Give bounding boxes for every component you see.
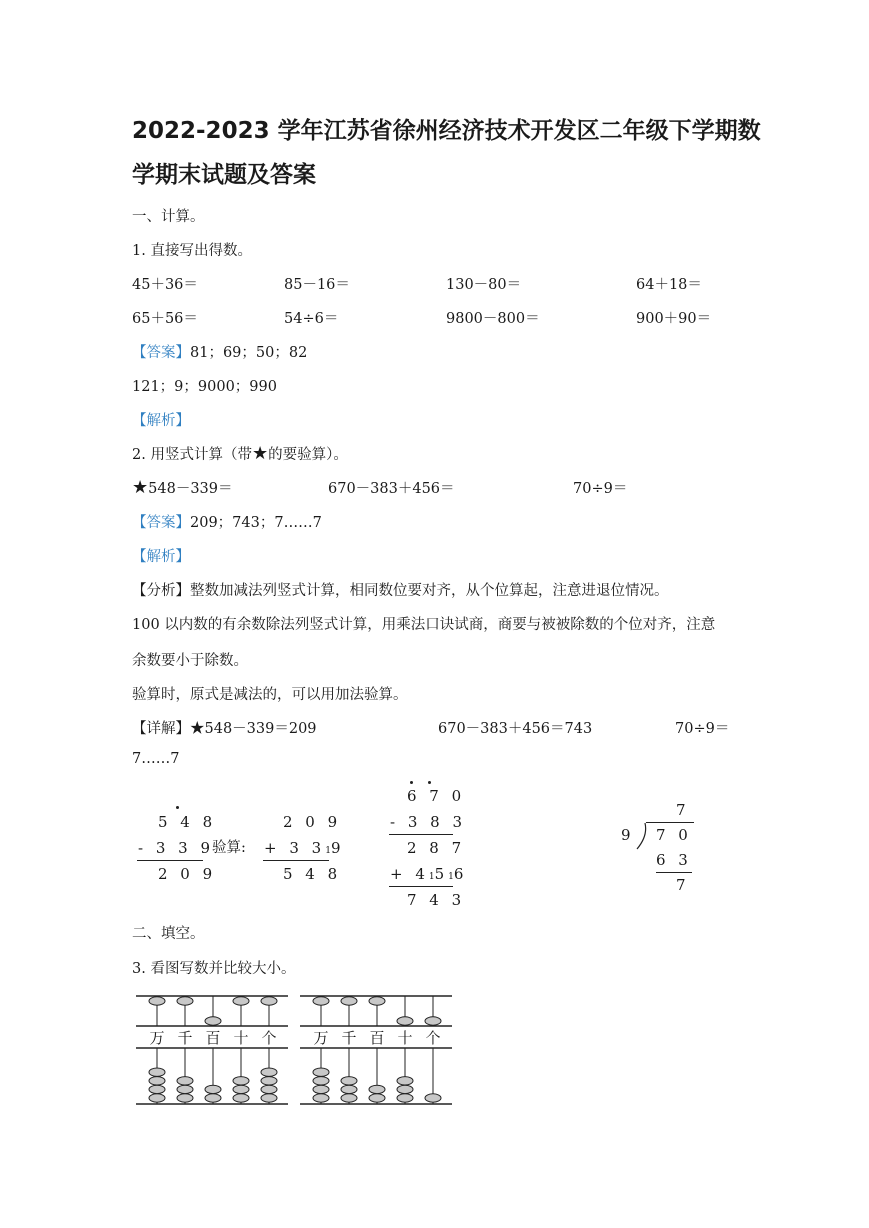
q2-detail-4: 7……7 [132,751,180,767]
calc-c-mid: 2 8 7 [407,839,466,857]
question-2-prompt [132,443,348,464]
prompt-text: 的要验算）。 [268,447,348,463]
abacus-lower-bead [149,1077,165,1085]
borrow-dot [410,781,413,784]
star-icon: ★ [251,443,269,464]
q2-para3: 验算时，原式是减法的，可以用加法验算。 [132,687,408,703]
abacus-lower-bead [149,1085,165,1093]
abacus-lower-bead [341,1077,357,1085]
abacus-lower-bead [177,1094,193,1102]
carry-mark: 1 [448,872,454,882]
abacus-upper-bead [233,997,249,1005]
prompt-text: 2. 用竖式计算（带 [132,447,252,463]
borrow-dot [428,781,431,784]
abacus-lower-bead [369,1094,385,1102]
place-label: 十 [233,1029,249,1047]
q1-item: 54÷6＝ [284,311,339,327]
q2-detail [132,717,317,738]
abacus-lower-bead [397,1077,413,1085]
q2-para2-line1: 100 以内数的有余数除法列竖式计算，用乘法口诀试商，商要与被被除数的个位对齐，注意 [132,617,716,633]
question-3-prompt: 3. 看图写数并比较大小。 [132,961,296,977]
calc-b-top: 2 0 9 [283,813,342,831]
abacus-upper-bead [425,1017,441,1025]
q2-item-text: 548－339＝ [148,481,233,497]
abacus-lower-bead [369,1085,385,1093]
q2-item [132,477,233,498]
q2-item: 70÷9＝ [573,481,628,497]
abacus-lower-bead [261,1085,277,1093]
abacus-upper-bead [261,997,277,1005]
place-label: 万 [149,1029,165,1047]
abacus-lower-bead [149,1094,165,1102]
star-icon: ★ [132,477,149,498]
calc-c-sub: - 3 8 3 [390,813,467,831]
calc-c-add [390,865,467,883]
abacus-lower-bead [341,1085,357,1093]
doc-title-line1: 2022-2023 学年江苏省徐州经济技术开发区二年级下学期数 [132,118,761,144]
abacus-lower-bead [261,1094,277,1102]
abacus-lower-bead [397,1094,413,1102]
detail-tag: 【详解】 [132,721,190,737]
q1-item: 130－80＝ [446,277,522,293]
abacus-upper-bead [341,997,357,1005]
abacus-lower-bead [177,1085,193,1093]
abacus-lower-bead [313,1077,329,1085]
abacus-lower-bead [233,1077,249,1085]
calc-c-result: 7 4 3 [407,891,466,909]
q1-item: 9800－800＝ [446,311,540,327]
abacus-lower-bead [425,1094,441,1102]
abacus-upper-bead [149,997,165,1005]
abacus-upper-bead [205,1017,221,1025]
q2-fenxi [132,579,669,600]
calc-b-mid [264,839,344,857]
calc-line [389,834,453,835]
q2-analysis-tag: 【解析】 [132,549,190,565]
abacus-figure [130,988,460,1106]
abacus-lower-bead [313,1094,329,1102]
q2-detail-2: 670－383＋456＝743 [438,721,593,737]
place-label: 百 [369,1029,385,1047]
answer-tag: 【答案】 [132,345,190,361]
division-line [656,872,692,873]
q1-item: 85－16＝ [284,277,350,293]
calc-a-mid: - 3 3 9 [138,839,215,857]
abacus-lower-bead [397,1085,413,1093]
calc-b-mid-digits: + 3 3 [264,839,326,857]
calc-line [137,860,203,861]
answer-text: 209；743；7……7 [190,515,322,531]
place-label: 个 [261,1029,277,1047]
abacus-upper-bead [177,997,193,1005]
place-label: 千 [177,1029,193,1047]
calc-line [263,860,329,861]
place-label: 个 [425,1029,441,1047]
calc-c-top: 6 7 0 [407,787,466,805]
fenxi-text: 整数加减法列竖式计算，相同数位要对齐，从个位算起，注意进退位情况。 [190,583,669,599]
q1-answer-line2: 121；9；9000；990 [132,379,277,395]
calc-c-add-mid: 5 [434,865,449,883]
division-quotient: 7 [676,801,690,819]
division-bracket [634,822,648,850]
q1-item: 64＋18＝ [636,277,702,293]
carry-mark: 1 [428,872,435,882]
detail-text: ★548－339＝209 [190,721,317,737]
abacus-upper-bead [313,997,329,1005]
place-label: 十 [397,1029,413,1047]
doc-title-line2: 学期末试题及答案 [132,162,316,188]
abacus-lower-bead [205,1085,221,1093]
q1-item: 65＋56＝ [132,311,198,327]
q2-answer [132,511,322,532]
q1-analysis-tag: 【解析】 [132,413,190,429]
abacus-lower-bead [341,1094,357,1102]
answer-text: 81；69；50；82 [190,345,308,361]
abacus-lower-bead [313,1085,329,1093]
abacus-lower-bead [177,1077,193,1085]
division-dividend: 7 0 [656,826,692,844]
division-bar [646,822,694,823]
section-heading-1: 一、计算。 [132,209,205,225]
abacus-lower-bead [233,1085,249,1093]
abacus-lower-bead [205,1094,221,1102]
borrow-dot [176,806,179,809]
q1-item: 45＋36＝ [132,277,198,293]
abacus-lower-bead [149,1068,165,1076]
q2-item: 670－383＋456＝ [328,481,455,497]
section-heading-2: 二、填空。 [132,926,205,942]
place-label: 百 [205,1029,221,1047]
division-remainder: 7 [676,876,690,894]
abacus-lower-bead [313,1068,329,1076]
calc-c-add-digits: + 4 [390,865,429,883]
fenxi-tag: 【分析】 [132,583,190,599]
place-label: 万 [313,1029,329,1047]
calc-a-top: 5 4 8 [158,813,217,831]
check-label: 验算: [212,840,246,856]
carry-mark: 1 [325,846,331,856]
calc-b-result: 5 4 8 [283,865,342,883]
q2-detail-3: 70÷9＝ [675,721,730,737]
q1-answer [132,341,307,362]
division-divisor: 9 [621,826,635,844]
question-1-prompt: 1. 直接写出得数。 [132,243,252,259]
answer-tag: 【答案】 [132,515,190,531]
abacus-lower-bead [261,1077,277,1085]
calc-line [389,886,453,887]
q1-item: 900＋90＝ [636,311,712,327]
abacus-upper-bead [397,1017,413,1025]
calc-a-result: 2 0 9 [158,865,217,883]
calc-b-mid-last: 9 [330,839,345,857]
abacus-lower-bead [261,1068,277,1076]
calc-c-add-last: 6 [453,865,468,883]
abacus-lower-bead [233,1094,249,1102]
q2-para2-line2: 余数要小于除数。 [132,653,248,669]
place-label: 千 [341,1029,357,1047]
division-product: 6 3 [656,851,692,869]
abacus-upper-bead [369,997,385,1005]
